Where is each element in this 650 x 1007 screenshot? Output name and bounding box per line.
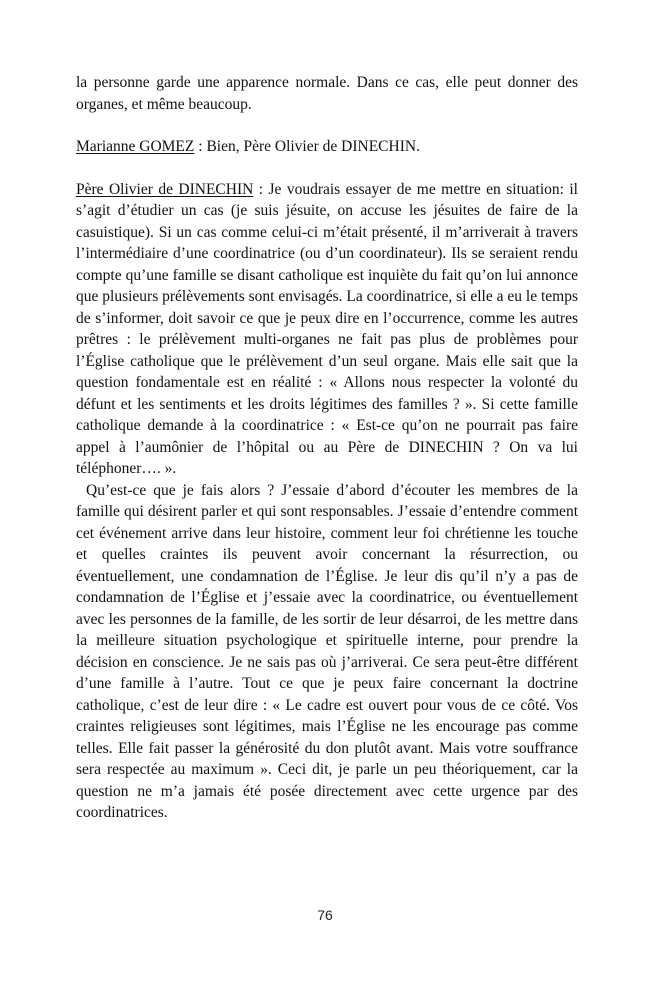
paragraph-text: Bien, Père Olivier de DINECHIN. <box>206 138 420 155</box>
page-number: 76 <box>317 907 333 923</box>
paragraph-text: Qu’est-ce que je fais alors ? J’essaie d’abord d’écouter les membres de la famille qui désirent parler et qui sont responsables. J’essaie d’entendre comment cet événement arrive dans leur histoire, comment leur foi chrétienne les touche et quelles craintes ils peuvent avoir concernant la résurrection, ou éventuellement, une condamnation de l’Église. Je leur dis qu’il n’y a pas de condamnation de l’Église et j’essaie avec la coordinatrice, ou éventuellement avec les personnes de la famille, de les sortir de leur désarroi, de les mettre dans la meilleure situation psychologique et spirituelle interne, pour prendre la décision en conscience. Je ne sais pas où j’arriverai. Ce sera peut-être différent d’une famille à l’autre. Tout ce que je peux faire concernant la doctrine catholique, c’est de leur dire : « Le cadre est ouvert pour vous de ce côté. Vos craintes religieuses sont légitimes, mais l’Église ne les encourage pas comme telles. Elle fait passer la générosité du don plutôt avant. Mais votre souffrance sera respectée au maximum ». Ceci dit, je parle un peu théoriquement, car la question ne m’a jamais été posée directement avec cette urgence par des coordinatrices. <box>76 481 578 821</box>
speaker-separator: : <box>253 180 269 198</box>
speaker-separator: : <box>194 138 207 155</box>
paragraph-continuation <box>76 72 578 115</box>
paragraph-text: la personne garde une apparence normale. Dans ce cas, elle peut donner des organes, et même beaucoup. <box>76 74 578 113</box>
paragraph-text: Je voudrais essayer de me mettre en situation: il s’agit d’étudier un cas (je suis jésuite, on accuse les jésuites de faire de la casuistique). Si un cas comme celui-ci m’était présenté, il m’arriverait à travers l’intermédiaire d’une coordinatrice (ou d’un coordinateur). Ils se seraient rendu compte qu’une famille se disant catholique est inquiète du fait qu’on lui annonce que plusieurs prélèvements sont envisagés. La coordinatrice, si elle a eu le temps de s’informer, doit savoir ce que je peux dire en l’occurrence, comme les autres prêtres : le prélèvement multi-organes ne fait pas plus de problèmes pour l’Église catholique que le prélèvement d’un seul organe. Mais elle sait que la question fondamentale est en réalité : « Allons nous respecter la volonté du défunt et les sentiments et les droits légitimes des familles ? ». Si cette famille catholique demande à la coordinatrice : « Est-ce qu’on ne pourrait pas faire appel à l’aumônier de l’hôpital ou au Père de DINECHIN ? On va lui téléphoner…. ». <box>76 180 578 477</box>
document-page <box>76 72 578 824</box>
paragraph-dinechin <box>76 179 578 480</box>
paragraph-gomez <box>76 136 578 158</box>
speaker-name: Père Olivier de DINECHIN <box>76 180 254 198</box>
paragraph-dinechin-continued <box>76 480 578 824</box>
speaker-name: Marianne GOMEZ <box>76 138 195 155</box>
